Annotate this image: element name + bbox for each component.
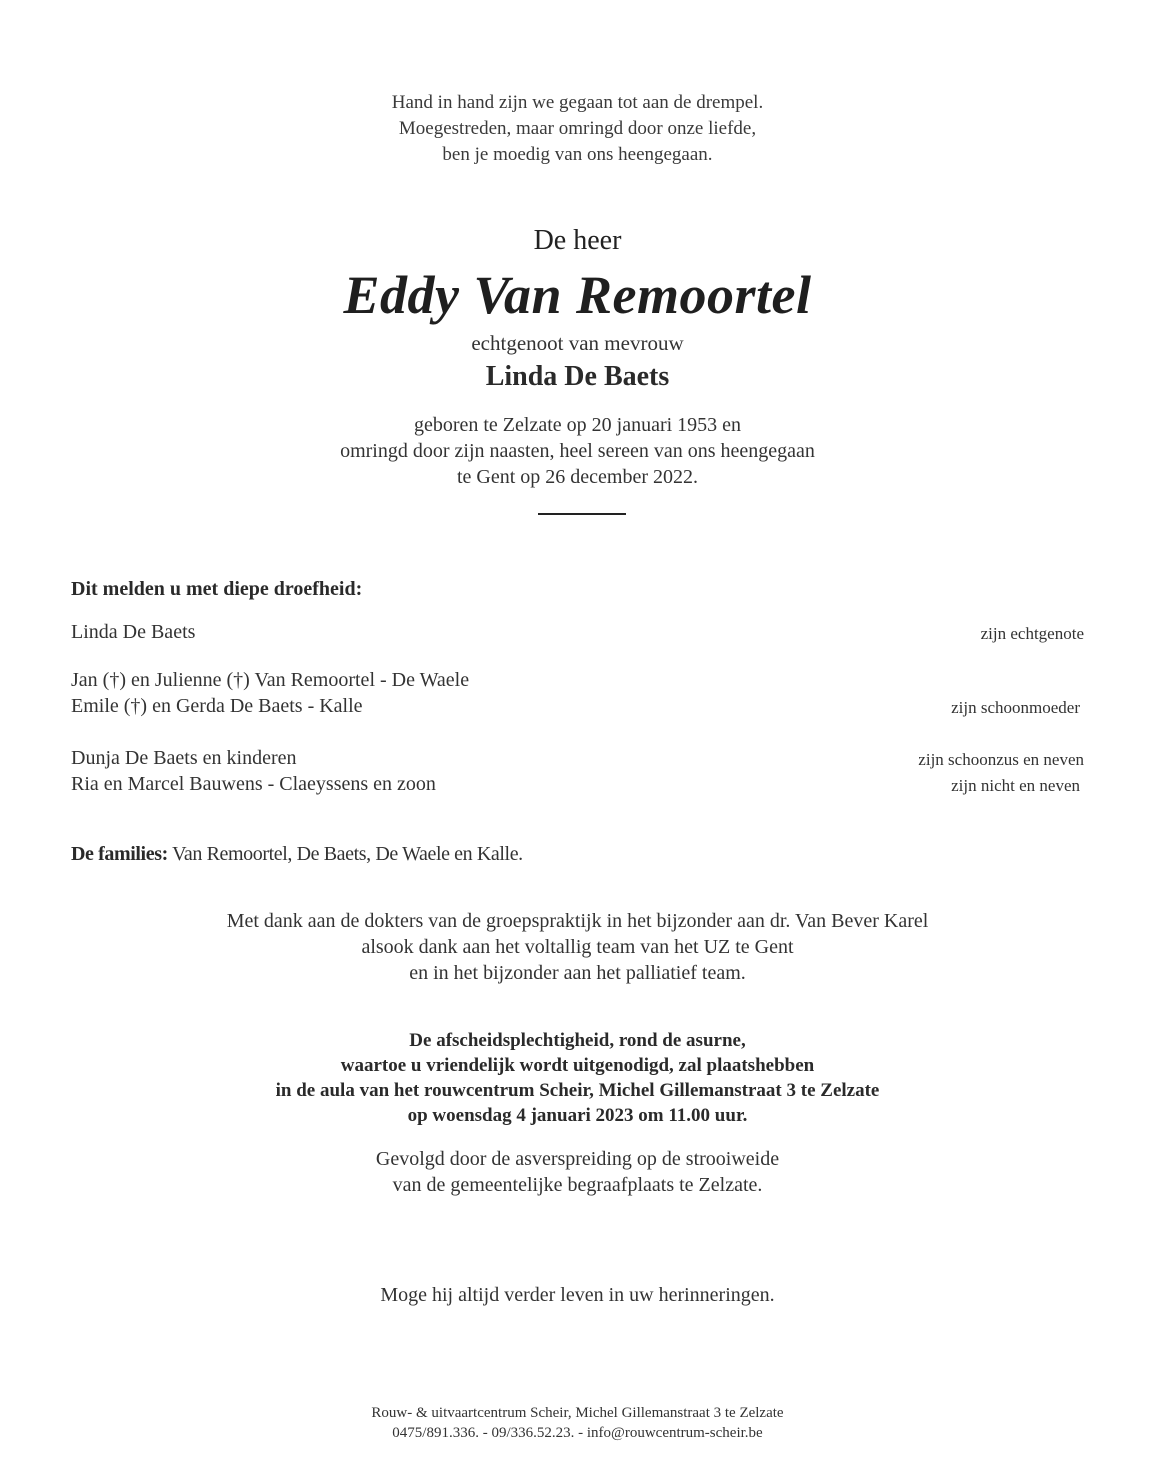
relative-row — [71, 693, 1080, 719]
thanks-line: Met dank aan de dokters van de groepspraktijk in het bijzonder aan dr. Van Bever Karel — [226, 910, 929, 932]
life-line: omringd door zijn naasten, heel sereen van ons heengegaan — [340, 440, 815, 462]
opening-poem — [0, 90, 1155, 168]
life-line: te Gent op 26 december 2022. — [456, 466, 699, 488]
poem-line: Hand in hand zijn we gegaan tot aan de drempel. — [391, 92, 764, 113]
families-text: Van Remoortel, De Baets, De Waele en Kalle. — [167, 843, 523, 865]
footer — [0, 1403, 1155, 1443]
poem-line: Moegestreden, maar omringd door onze liefde, — [398, 118, 757, 139]
relative-relation: zijn schoonzus en neven — [918, 750, 1084, 769]
relative-relation: zijn echtgenote — [980, 624, 1084, 643]
scattering-line: Gevolgd door de asverspreiding op de strooiweide — [375, 1148, 780, 1170]
footer-address: Rouw- & uitvaartcentrum Scheir, Michel Gillemanstraat 3 te Zelzate — [371, 1405, 784, 1421]
thanks-line: en in het bijzonder aan het palliatief team. — [409, 962, 746, 984]
relative-relation: zijn nicht en neven — [951, 776, 1080, 795]
spouse-intro: echtgenoot van mevrouw — [471, 331, 684, 355]
ceremony-line: waartoe u vriendelijk wordt uitgenodigd, zal plaatshebben — [340, 1055, 815, 1076]
relative-row — [71, 771, 1080, 797]
relative-name: Dunja De Baets en kinderen — [71, 747, 297, 769]
thanks-line: alsook dank aan het voltallig team van het UZ te Gent — [361, 936, 794, 958]
divider — [538, 513, 626, 515]
ceremony-line: De afscheidsplechtigheid, rond de asurne, — [409, 1030, 746, 1051]
closing-line: Moge hij altijd verder leven in uw herinneringen. — [380, 1284, 775, 1306]
life-details — [0, 412, 1155, 490]
poem-line: ben je moedig van ons heengegaan. — [442, 144, 713, 165]
relative-name: Emile (†) en Gerda De Baets - Kalle — [71, 695, 363, 717]
families-label: De families: — [71, 843, 168, 865]
relative-row — [71, 619, 1084, 645]
deceased-name: Eddy Van Remoortel — [343, 265, 812, 325]
life-line: geboren te Zelzate op 20 januari 1953 en — [413, 414, 742, 436]
honorific: De heer — [533, 225, 622, 256]
ceremony-line: op woensdag 4 januari 2023 om 11.00 uur. — [407, 1105, 748, 1126]
relative-name: Ria en Marcel Bauwens - Claeyssens en zoon — [71, 773, 436, 795]
relative-row — [71, 745, 1084, 771]
thanks-text — [0, 908, 1155, 986]
scattering-line: van de gemeentelijke begraafplaats te Zelzate. — [392, 1174, 763, 1196]
families-line — [71, 841, 523, 867]
relative-name: Linda De Baets — [71, 621, 196, 643]
footer-contact: 0475/891.336. - 09/336.52.23. - info@rouwcentrum-scheir.be — [392, 1425, 763, 1441]
relative-name: Jan (†) en Julienne (†) Van Remoortel - De Waele — [71, 669, 470, 691]
ceremony-details — [0, 1028, 1155, 1128]
ceremony-line: in de aula van het rouwcentrum Scheir, Michel Gillemanstraat 3 te Zelzate — [275, 1080, 880, 1101]
relative-row — [71, 667, 1084, 693]
spouse-name: Linda De Baets — [485, 361, 670, 392]
scattering-text — [0, 1146, 1155, 1198]
announcement-heading: Dit melden u met diepe droefheid: — [71, 578, 363, 600]
relative-relation: zijn schoonmoeder — [951, 698, 1080, 717]
